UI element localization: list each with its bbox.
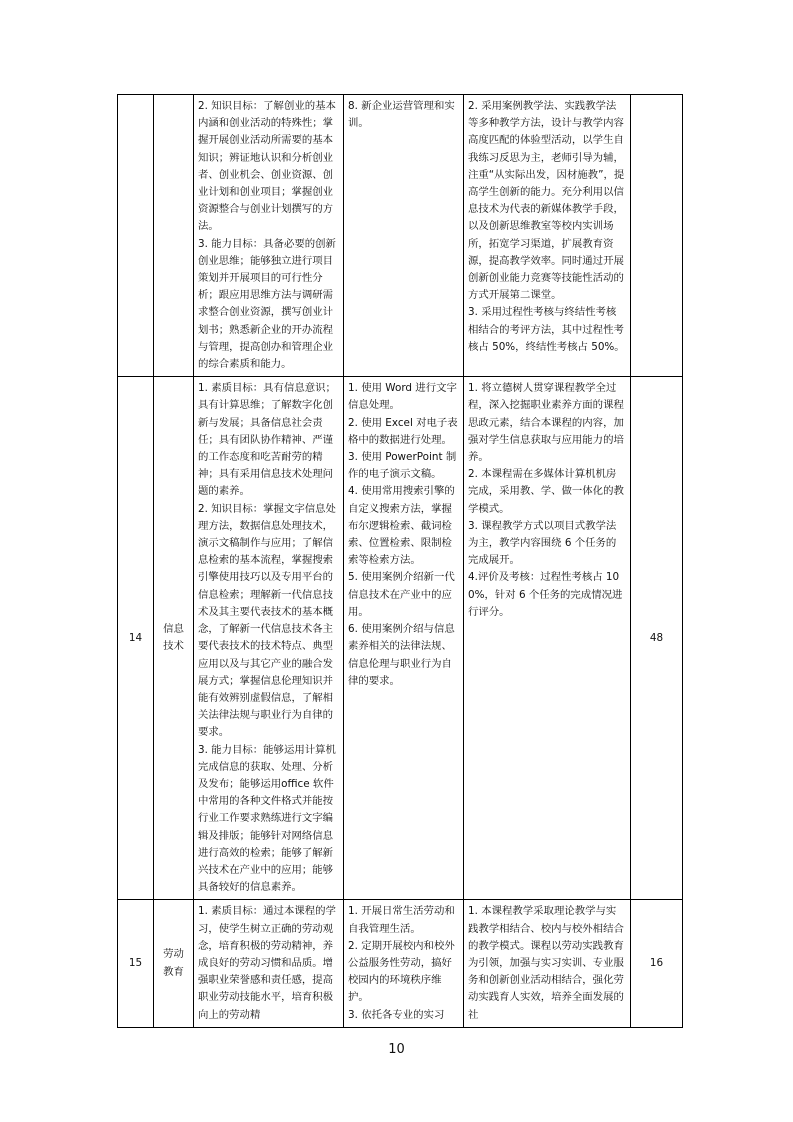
course-hours [631,95,683,377]
row-number: 14 [118,377,154,900]
table-row [118,900,683,1027]
course-name: 劳动 教育 [154,900,194,1027]
teaching-requirements: 2. 采用案例教学法、实践教学法等多种教学方法，设计与教学内容高度匹配的体验型活动，以学生自我练习反思为主，老师引导为辅，注重“从实际出发，因材施教”，提高学生创新的能力。充分利用以信息技术为代表的新媒体教学手段，以及创新思维教室等校内实训场所，拓宽学习渠道，扩展教育资源，提高教学效率。同时通过开展创新创业能力竞赛等技能性活动的方式开展第二课堂。 3. 采用过程性考核与终结性考核相结合的考评方法，其中过程性考核占 50%，终结性考核占 50%。 [464,95,631,377]
row-number: 15 [118,900,154,1027]
page-number: 10 [388,1042,405,1057]
course-content: 1. 开展日常生活劳动和自我管理生活。 2. 定期开展校内和校外公益服务性劳动，搞好校园内的环境秩序维护。 3. 依托各专业的实习 [344,900,464,1027]
table-row [118,377,683,900]
table-row [118,95,683,377]
teaching-requirements: 1. 本课程教学采取理论教学与实践教学相结合、校内与校外相结合的教学模式。课程以劳动实践教育为引领，加强与实习实训、专业服务和创新创业活动相结合，强化劳动实践育人实效，培养全面发展的社 [464,900,631,1027]
course-content: 8. 新企业运营管理和实训。 [344,95,464,377]
course-name: 信息 技术 [154,377,194,900]
course-hours: 16 [631,900,683,1027]
course-name [154,95,194,377]
course-objectives: 1. 素质目标：通过本课程的学习，使学生树立正确的劳动观念，培育积极的劳动精神，养成良好的劳动习惯和品质。增强职业荣誉感和责任感，提高职业劳动技能水平，培育积极向上的劳动精 [194,900,344,1027]
course-hours: 48 [631,377,683,900]
course-objectives: 1. 素质目标：具有信息意识；具有计算思维；了解数字化创新与发展；具备信息社会责任；具有团队协作精神、严谨的工作态度和吃苦耐劳的精神；具有采用信息技术处理问题的素养。 2. 知识目标：掌握文字信息处理方法，数据信息处理技术，演示文稿制作与应用；了解信息检索的基本流程，掌握搜索引擎使用技巧以及专用平台的信息检索；理解新一代信息技术及其主要代表技术的基本概念，了解新一代信息技术各主要代表技术的技术特点、典型应用以及与其它产业的融合发展方式；掌握信息伦理知识并能有效辨别虚假信息，了解相关法律法规与职业行为自律的要求。 3. 能力目标：能够运用计算机完成信息的获取、处理、分析及发布；能够运用office 软件中常用的各种文件格式并能按行业工作要求熟练进行文字编辑及排版；能够针对网络信息进行高效的检索；能够了解新兴技术在产业中的应用；能够具备较好的信息素养。 [194,377,344,900]
course-table [117,94,683,1028]
row-number [118,95,154,377]
course-content: 1. 使用 Word 进行文字信息处理。 2. 使用 Excel 对电子表格中的数据进行处理。 3. 使用 PowerPoint 制作的电子演示文稿。 4. 使用常用搜索引擎的自定义搜索方法，掌握布尔逻辑检索、截词检索、位置检索、限制检索等检索方法。 5. 使用案例介绍新一代信息技术在产业中的应用。 6. 使用案例介绍与信息素养相关的法律法规、信息伦理与职业行为自律的要求。 [344,377,464,900]
teaching-requirements: 1. 将立德树人贯穿课程教学全过程，深入挖掘职业素养方面的课程思政元素，结合本课程的内容，加强对学生信息获取与应用能力的培养。 2. 本课程需在多媒体计算机机房完成，采用教、学、做一体化的教学模式。 3. 课程教学方式以项目式教学法为主，教学内容围绕 6 个任务的完成展开。 4.评价及考核：过程性考核占 100%，针对 6 个任务的完成情况进行评分。 [464,377,631,900]
course-objectives: 2. 知识目标：了解创业的基本内涵和创业活动的特殊性；掌握开展创业活动所需要的基本知识；辨证地认识和分析创业者、创业机会、创业资源、创业计划和创业项目；掌握创业资源整合与创业计划撰写的方法。 3. 能力目标：具备必要的创新创业思维；能够独立进行项目策划并开展项目的可行性分析；跟应用思维方法与调研需求整合创业资源，撰写创业计划书；熟悉新企业的开办流程与管理，提高创办和管理企业的综合素质和能力。 [194,95,344,377]
